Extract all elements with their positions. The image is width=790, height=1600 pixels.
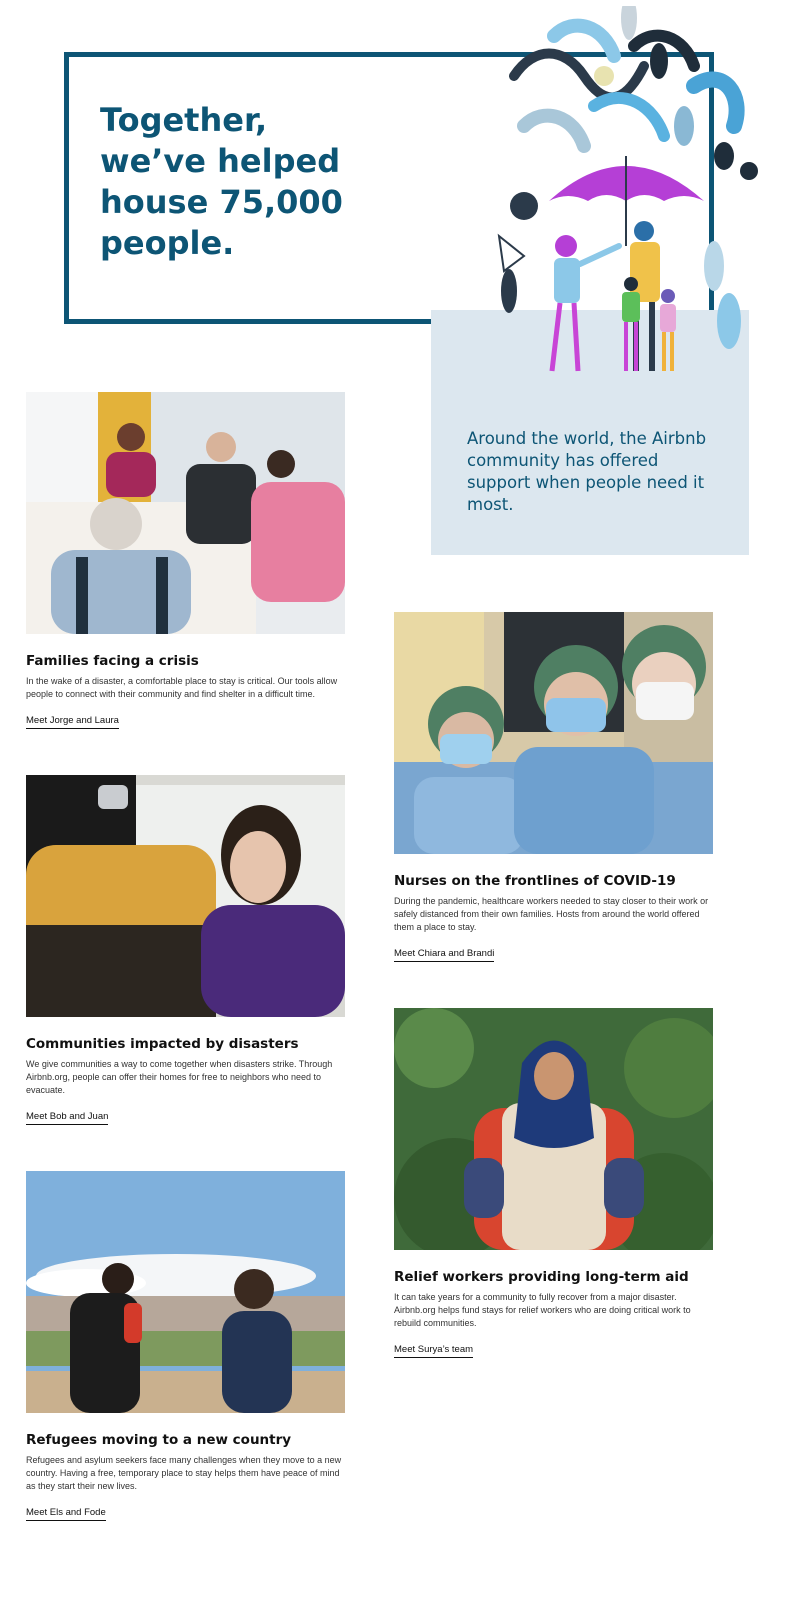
card-description: During the pandemic, healthcare workers needed to stay closer to their work or safely distanced from their own families. Hosts from around the world offered them a place to stay. — [394, 896, 709, 932]
card-description: It can take years for a community to fully recover from a major disaster. Airbnb.org helps fund stays for relief workers who are doing critical work to rebuild communities. — [394, 1292, 691, 1328]
card-refugees — [26, 1171, 346, 1521]
card-description: Refugees and asylum seekers face many challenges when they move to a new country. Having a free, temporary place to stay helps them have peace of mind as they start their new lives. — [26, 1455, 342, 1491]
card-title: Refugees moving to a new country — [26, 1432, 292, 1448]
card-title: Relief workers providing long-term aid — [394, 1269, 689, 1285]
card-title: Families facing a crisis — [26, 653, 199, 669]
meet-chiara-brandi-link[interactable]: Meet Chiara and Brandi — [394, 947, 494, 962]
photo-family-dinner — [26, 392, 345, 634]
people-figures — [552, 221, 676, 371]
meet-jorge-laura-link[interactable]: Meet Jorge and Laura — [26, 714, 119, 729]
meet-surya-team-link[interactable]: Meet Surya’s team — [394, 1343, 473, 1358]
hero-subtitle: Around the world, the Airbnb community has offered support when people need it most. — [467, 429, 707, 514]
photo-refugees-view — [26, 1171, 345, 1413]
card-title: Communities impacted by disasters — [26, 1036, 299, 1052]
card-title: Nurses on the frontlines of COVID-19 — [394, 873, 676, 889]
card-families — [26, 392, 346, 729]
umbrella-illustration — [494, 6, 764, 376]
photo-nurses — [394, 612, 713, 854]
card-relief-workers — [394, 1008, 714, 1358]
card-communities — [26, 775, 346, 1125]
hero-title: Together, we’ve helped house 75,000 people. — [100, 101, 343, 262]
card-description: We give communities a way to come together when disasters strike. Through Airbnb.org, people can offer their homes for free to neighbors who need to evacuate. — [26, 1059, 333, 1095]
card-nurses — [394, 612, 714, 962]
umbrella-icon — [549, 156, 704, 246]
photo-relief-worker — [394, 1008, 713, 1250]
card-description: In the wake of a disaster, a comfortable place to stay is critical. Our tools allow people to connect with their community and find shelter in a difficult time. — [26, 676, 338, 699]
meet-els-fode-link[interactable]: Meet Els and Fode — [26, 1506, 106, 1521]
photo-car-woman — [26, 775, 345, 1017]
meet-bob-juan-link[interactable]: Meet Bob and Juan — [26, 1110, 108, 1125]
